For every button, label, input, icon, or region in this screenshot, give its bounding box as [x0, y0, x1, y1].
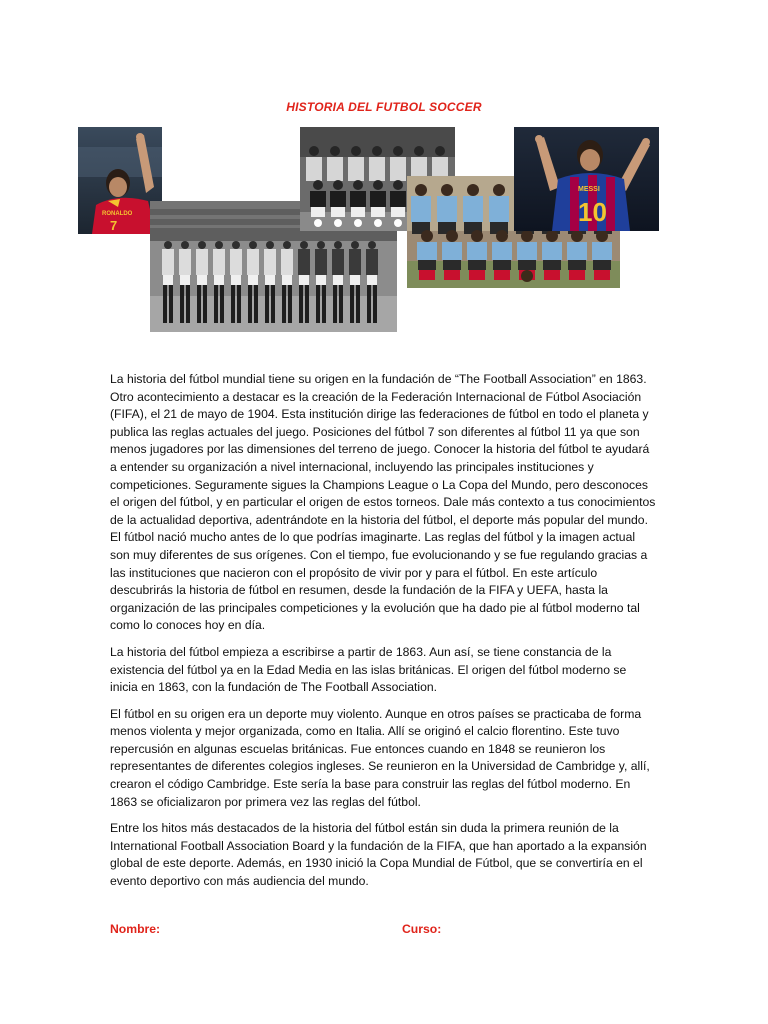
jersey-number-text: 10 [578, 197, 607, 227]
paragraph-intro: La historia del fútbol mundial tiene su origen en la fundación de “The Football Association” en 1863. Otro acontecimiento a destacar es la creación de la Federación Internacional de Fútbol Asociación (FIFA), el 21 de mayo de 1904. Esta institución dirige las federaciones de fútbol en todo el planeta y publica las reglas actuales del juego. Posiciones del fútbol 7 son diferentes al fútbol 11 ya que son menos jugadores por las dimensiones del terreno de juego. Conocer la historia del fútbol te ayudará a entender su organización a nivel internacional, incluyendo las principales instituciones y competiciones. Seguramente sigues la Champions League o La Copa del Mundo, pero desconoces el origen del fútbol, y en particular el origen de estos torneos. Dale más contexto a tus conocimientos de la actualidad deportiva, adentrándote en la historia del fútbol, el deporte más popular del mundo. El fútbol nació mucho antes de lo que podrías imaginarte. Las reglas del fútbol y la imagen actual son muy diferentes de sus orígenes. Con el tiempo, fue evolucionando y se fue regulando gracias a las instituciones que nacieron con el propósito de vivir por y para el fútbol. En este artículo descubrirás la historia de fútbol en resumen, desde la fundación de la FIFA y UEFA, hasta la organización de las principales competiciones y la evolución que ha dado pie al fútbol moderno tal como lo conoces hoy en día. [110, 372, 656, 633]
paragraph-milestones: Entre los hitos más destacados de la historia del fútbol están sin duda la primera reunión de la International Football Association Board y la fundación de la FIFA, que han aportado a la expansión global de este deporte. Además, en 1930 inició la Copa Mundial de Fútbol, que se convertiría en el evento deportivo con más audiencia del mundo. [110, 821, 647, 889]
messi-photo [514, 127, 659, 231]
document-title: HISTORIA DEL FUTBOL SOCCER [286, 100, 482, 114]
footer-fields [110, 922, 656, 940]
jersey-name-text: MESSI [578, 186, 600, 193]
jersey-name-text: RONALDO [102, 211, 133, 217]
paragraph-violent-origins: El fútbol en su origen era un deporte muy violento. Aunque en otros países se practicaba de forma menos violenta y mejor organizada, como en Italia. Allí se originó el calcio florentino. Este tuvo repercusión en algunas escuelas británicas. Fue entonces cuando en 1848 se reunieron los representantes de diferentes colegios ingleses. Se reunieron en la Universidad de Cambridge y, allí, crearon el código Cambridge. Este sería la base para construir las reglas del fútbol moderno. En 1863 se oficializaron por primera vez las reglas del fútbol. [110, 706, 650, 809]
nombre-label: Nombre: [110, 922, 161, 936]
jersey-number-text: 7 [110, 218, 118, 233]
paragraph-origins: La historia del fútbol empieza a escribirse a partir de 1863. Aun así, se tiene constancia de la existencia del fútbol ya en la Edad Media en las islas británicas. El origen del fútbol moderno se inicia en 1863, con la fundación de The Football Association. [110, 644, 627, 695]
curso-label: Curso: [402, 922, 442, 936]
body-text [110, 371, 656, 900]
